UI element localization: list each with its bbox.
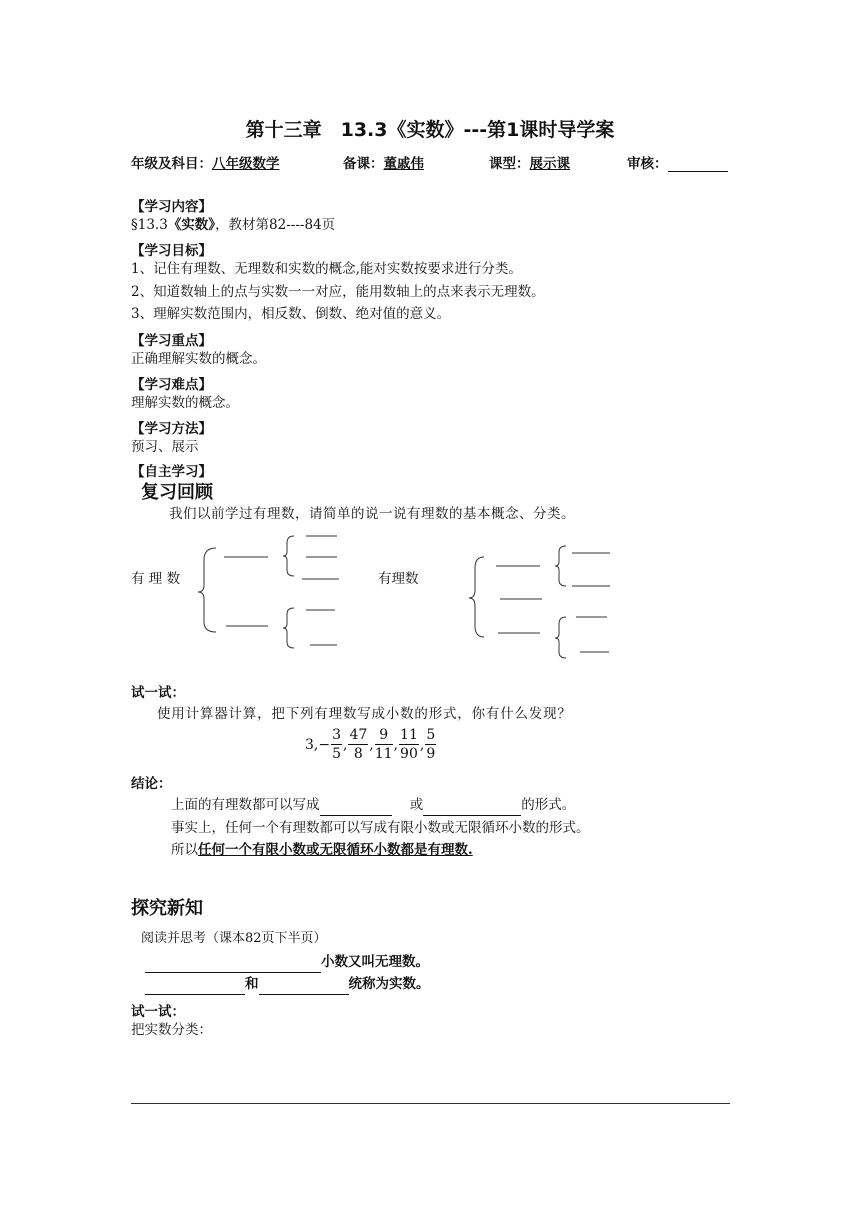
brace-icon	[283, 536, 294, 576]
answer-blank	[145, 958, 321, 973]
review-heading: 复习回顾	[141, 482, 213, 503]
try-heading-2: 试一试：	[131, 1004, 185, 1020]
grade-label: 年级及科目：	[131, 156, 212, 172]
try-heading: 试一试：	[131, 685, 185, 701]
rational-label-right: 有理数	[378, 571, 419, 587]
conclusion-text: 上面的有理数都可以写成	[171, 797, 320, 813]
denominator: 90	[400, 746, 418, 762]
try-instruction: 使用计算器计算，把下列有理数写成小数的形式，你有什么发现？	[157, 706, 572, 722]
explore-line-1	[145, 951, 429, 973]
explore-text: 和	[245, 976, 259, 992]
explore-text: 统称为实数。	[348, 976, 430, 992]
key-text: 正确理解实数的概念。	[131, 351, 266, 367]
type-label: 课型：	[489, 156, 530, 172]
conclusion-line-2: 事实上，任何一个有理数都可以写成有限小数或无限循环小数的形式。	[171, 820, 590, 836]
numerator: 11	[400, 727, 418, 743]
denominator: 11	[374, 746, 393, 762]
classify-text: 把实数分类：	[131, 1022, 212, 1038]
difficult-heading: 【学习难点】	[131, 377, 212, 393]
fraction	[375, 726, 393, 763]
self-study-heading: 【自主学习】	[131, 464, 212, 480]
brace-icon	[555, 617, 566, 658]
goals-heading: 【学习目标】	[131, 243, 212, 259]
conclusion-text: 或	[409, 797, 424, 813]
denominator: 5	[332, 746, 342, 762]
footer-divider	[131, 1103, 730, 1104]
brace-icon	[283, 608, 294, 648]
explore-heading: 探究新知	[131, 898, 203, 919]
conclusion-line-3	[171, 839, 473, 861]
grade-value: 八年级数学	[212, 156, 280, 172]
minus-sign: −	[318, 736, 331, 753]
rational-label-left: 有 理 数	[131, 571, 181, 587]
content-prefix: §13.3	[131, 217, 168, 233]
explore-text: 小数又叫无理数。	[321, 954, 429, 970]
fraction	[348, 726, 368, 763]
fraction-list: 3, − $\frac{3}{5}$ , $\frac{47}{8}$ , $\frac{9}{11}$ , $\frac{11}{90}$ , $\frac{5}{9}$	[305, 727, 436, 762]
prep-value: 董戚伟	[383, 156, 424, 172]
review-intro: 我们以前学过有理数，请简单的说一说有理数的基本概念、分类。	[169, 506, 575, 522]
goal-item: 2、知道数轴上的点与实数一一对应，能用数轴上的点来表示无理数。	[131, 284, 545, 300]
answer-blank	[320, 801, 392, 816]
conclusion-text: 所以	[171, 842, 198, 858]
brace-icon	[555, 546, 566, 586]
goal-item: 3、理解实数范围内，相反数、倒数、绝对值的意义。	[131, 306, 451, 322]
numerator: 47	[349, 727, 368, 743]
brace-icon	[198, 548, 216, 632]
conclusion-line-1	[171, 794, 575, 816]
denominator: 9	[426, 746, 436, 762]
conclusion-emphasis: 任何一个有限小数或无限循环小数都是有理数.	[198, 842, 473, 858]
fraction	[399, 726, 419, 763]
prep-label: 备课：	[343, 156, 384, 172]
explore-read: 阅读并思考（课本82页下半页）	[141, 931, 327, 946]
answer-blank	[423, 801, 521, 816]
key-heading: 【学习重点】	[131, 333, 212, 349]
content-heading: 【学习内容】	[131, 199, 212, 215]
method-heading: 【学习方法】	[131, 421, 212, 437]
type-value: 展示课	[529, 156, 570, 172]
page-title: 第十三章 13.3《实数》---第1课时导学案	[245, 119, 615, 141]
answer-blank	[259, 980, 349, 995]
numerator: 5	[426, 727, 436, 743]
content-suffix: ，教材第82----84页	[215, 217, 336, 233]
review-label: 审核：	[627, 156, 668, 172]
answer-blank	[145, 980, 245, 995]
difficult-text: 理解实数的概念。	[131, 395, 239, 411]
number-three: 3,	[305, 736, 319, 753]
content-bold: 《实数》	[167, 217, 216, 233]
method-text: 预习、展示	[131, 439, 199, 455]
numerator: 9	[375, 726, 393, 745]
fraction	[425, 726, 436, 763]
brace-icon	[469, 557, 484, 637]
fraction	[331, 726, 342, 763]
numerator: 3	[332, 727, 342, 743]
denominator: 8	[353, 746, 363, 762]
conclusion-text: 的形式。	[521, 797, 576, 813]
goal-item: 1、记住有理数、无理数和实数的概念,能对实数按要求进行分类。	[131, 261, 522, 277]
explore-line-2	[145, 973, 430, 995]
conclusion-heading: 结论：	[131, 776, 172, 792]
